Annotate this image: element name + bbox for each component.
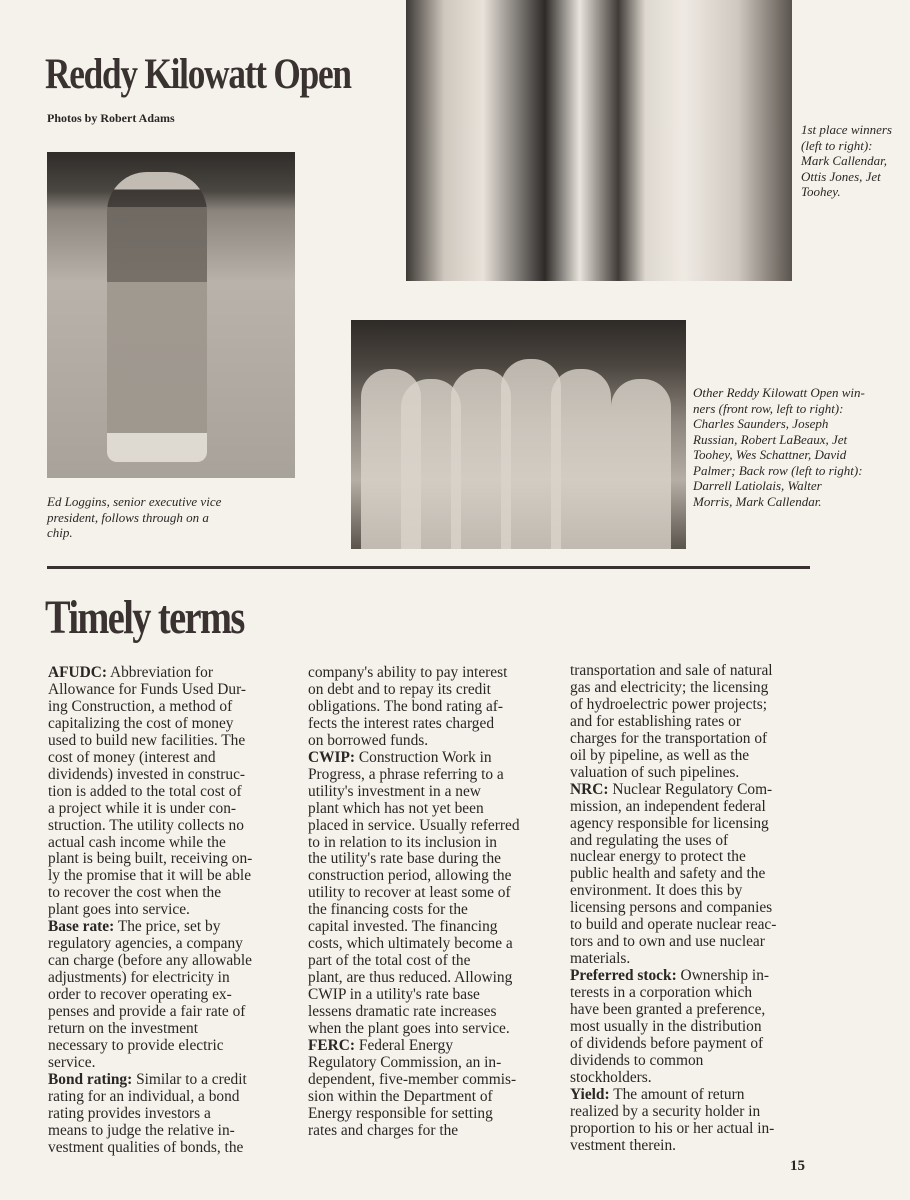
glossary-line: vestment therein. [570, 1136, 676, 1154]
glossary-line: part of the total cost of the [308, 952, 471, 970]
glossary-line: the financing costs for the [308, 901, 468, 919]
glossary-line: oil by pipeline, as well as the [570, 746, 750, 764]
glossary-line: rating provides investors a [48, 1104, 211, 1122]
caption-line: president, follows through on a [47, 509, 209, 525]
caption-line: Ottis Jones, Jet [801, 168, 881, 184]
glossary-line: order to recover operating ex- [48, 986, 232, 1004]
glossary-term: CWIP: [308, 748, 356, 766]
glossary-term: Base rate: [48, 918, 115, 936]
glossary-line: valuation of such pipelines. [570, 763, 740, 781]
section-divider [47, 566, 810, 569]
photo-credit: Photos by Robert Adams [47, 111, 175, 125]
glossary-line: realized by a security holder in [570, 1102, 761, 1120]
glossary-line: have been granted a preference, [570, 1001, 766, 1019]
glossary-line: construction period, allowing the [308, 867, 512, 885]
glossary-line [48, 919, 252, 936]
glossary-line: stockholders. [570, 1068, 652, 1086]
glossary-line [308, 1038, 520, 1055]
glossary-line: used to build new facilities. The [48, 731, 246, 749]
glossary-line [48, 665, 252, 682]
glossary-line [570, 1087, 776, 1104]
glossary-line: regulatory agencies, a company [48, 935, 243, 953]
glossary-line: fects the interest rates charged [308, 714, 495, 732]
caption-line: Toohey. [801, 184, 841, 199]
glossary-term: Yield: [570, 1085, 610, 1103]
glossary-line: can charge (before any allowable [48, 952, 252, 970]
caption-line: (left to right): [801, 137, 873, 153]
glossary-line: Allowance for Funds Used Dur- [48, 680, 247, 698]
glossary-line: company's ability to pay interest [308, 664, 508, 681]
glossary-line [48, 1072, 252, 1089]
article-title: Reddy Kilowatt Open [45, 51, 351, 98]
glossary-line: agency responsible for licensing [570, 814, 769, 832]
glossary-line: transportation and sale of natural [570, 662, 773, 679]
glossary-line: charges for the transportation of [570, 729, 768, 747]
glossary-line [570, 968, 776, 985]
glossary-line: costs, which ultimately become a [308, 935, 513, 953]
glossary-column-3 [570, 663, 776, 1155]
glossary-line: of dividends before payment of [570, 1034, 764, 1052]
glossary-line: obligations. The bond rating af- [308, 697, 504, 715]
page-number: 15 [790, 1158, 805, 1174]
glossary-line: of hydroelectric power projects; [570, 695, 768, 713]
caption-line: Ed Loggins, senior executive vice [47, 494, 222, 509]
caption-line: ners (front row, left to right): [693, 400, 844, 416]
glossary-line: on debt and to repay its credit [308, 680, 491, 698]
glossary-line: actual cash income while the [48, 833, 226, 851]
glossary-line: CWIP in a utility's rate base [308, 986, 480, 1004]
glossary-term: Bond rating: [48, 1070, 133, 1088]
glossary-line: dividends to common [570, 1051, 704, 1069]
glossary-line: sion within the Department of [308, 1087, 493, 1105]
glossary-line: nuclear energy to protect the [570, 848, 746, 866]
caption-winners [801, 122, 892, 200]
glossary-line: gas and electricity; the licensing [570, 678, 769, 696]
glossary-term: FERC: [308, 1036, 356, 1054]
caption-line: Morris, Mark Callendar. [693, 493, 822, 509]
glossary-line: terests in a corporation which [570, 984, 753, 1002]
glossary-line: capital invested. The financing [308, 918, 498, 936]
glossary-line: materials. [570, 950, 631, 968]
glossary-line: to build and operate nuclear reac- [570, 916, 777, 934]
glossary-definition: The amount of return [609, 1085, 745, 1103]
glossary-column-1 [48, 665, 252, 1157]
glossary-definition: Abbreviation for [107, 664, 213, 681]
glossary-line: dividends) invested in construc- [48, 765, 246, 783]
glossary-line: to recover the cost when the [48, 884, 222, 902]
glossary-line: capitalizing the cost of money [48, 714, 234, 732]
glossary-line: placed in service. Usually referred [308, 816, 520, 834]
glossary-line: and regulating the uses of [570, 831, 729, 849]
glossary-line: ly the promise that it will be able [48, 867, 252, 885]
glossary-term: NRC: [570, 780, 609, 798]
caption-line: Mark Callendar, [801, 153, 887, 168]
caption-line: Russian, Robert LaBeaux, Jet [693, 431, 848, 447]
glossary-line: rates and charges for the [308, 1121, 459, 1139]
glossary-line: necessary to provide electric [48, 1036, 224, 1054]
glossary-definition: Nuclear Regulatory Com- [608, 780, 773, 798]
glossary-line: utility's investment in a new [308, 782, 481, 800]
glossary-line: means to judge the relative in- [48, 1121, 235, 1139]
glossary-line: lessens dramatic rate increases [308, 1003, 497, 1021]
glossary-line: the utility's rate base during the [308, 850, 501, 868]
glossary-line: proportion to his or her actual in- [570, 1119, 775, 1137]
glossary-line: on borrowed funds. [308, 731, 429, 749]
glossary-line: penses and provide a fair rate of [48, 1003, 246, 1021]
glossary-line: tion is added to the total cost of [48, 782, 242, 800]
glossary-line: plant goes into service. [48, 901, 190, 919]
glossary-title: Timely terms [45, 591, 244, 644]
caption-line: Charles Saunders, Joseph [693, 416, 829, 431]
glossary-definition: Federal Energy [355, 1036, 454, 1054]
caption-golfer [47, 494, 221, 541]
glossary-line: rating for an individual, a bond [48, 1087, 240, 1105]
glossary-term: Preferred stock: [570, 967, 677, 985]
glossary-column-2 [308, 665, 520, 1140]
glossary-line: vestment qualities of bonds, the [48, 1138, 244, 1156]
caption-other-winners [693, 385, 865, 509]
glossary-line: cost of money (interest and [48, 748, 216, 766]
glossary-line [308, 750, 520, 767]
glossary-line: adjustments) for electricity in [48, 969, 230, 987]
glossary-line: mission, an independent federal [570, 797, 766, 815]
caption-line: Toohey, Wes Schattner, David [693, 447, 847, 462]
photo-first-place-winners [406, 0, 792, 281]
glossary-term: AFUDC: [48, 664, 107, 681]
glossary-definition: Ownership in- [676, 967, 770, 985]
glossary-line: plant is being built, receiving on- [48, 850, 253, 868]
glossary-line: plant, are thus reduced. Allowing [308, 969, 513, 987]
glossary-line: ing Construction, a method of [48, 697, 233, 715]
glossary-line: and for establishing rates or [570, 712, 741, 730]
caption-line: Palmer; Back row (left to right): [693, 462, 863, 478]
glossary-line: Regulatory Commission, an in- [308, 1053, 502, 1071]
caption-line: chip. [47, 525, 73, 540]
glossary-line: a project while it is under con- [48, 799, 237, 817]
glossary-line: dependent, five-member commis- [308, 1070, 517, 1088]
glossary-line: when the plant goes into service. [308, 1020, 510, 1038]
glossary-line [570, 782, 776, 799]
glossary-line: most usually in the distribution [570, 1018, 762, 1036]
glossary-line: licensing persons and companies [570, 899, 773, 917]
glossary-definition: Construction Work in [355, 748, 492, 766]
glossary-line: environment. It does this by [570, 882, 743, 900]
glossary-definition: Similar to a credit [132, 1070, 247, 1088]
glossary-line: Progress, a phrase referring to a [308, 765, 504, 783]
caption-line: 1st place winners [801, 122, 892, 137]
glossary-line: struction. The utility collects no [48, 816, 244, 834]
photo-golfer [47, 152, 295, 478]
glossary-line: to in relation to its inclusion in [308, 833, 497, 851]
glossary-line: utility to recover at least some of [308, 884, 511, 902]
glossary-line: plant which has not yet been [308, 799, 484, 817]
glossary-line: return on the investment [48, 1020, 199, 1038]
caption-line: Other Reddy Kilowatt Open win- [693, 385, 865, 400]
glossary-line: tors and to own and use nuclear [570, 933, 765, 951]
glossary-line: public health and safety and the [570, 865, 766, 883]
photo-other-winners [351, 320, 686, 549]
caption-line: Darrell Latiolais, Walter [693, 478, 822, 493]
glossary-line: Energy responsible for setting [308, 1104, 493, 1122]
glossary-definition: The price, set by [114, 918, 221, 936]
glossary-line: service. [48, 1053, 96, 1071]
